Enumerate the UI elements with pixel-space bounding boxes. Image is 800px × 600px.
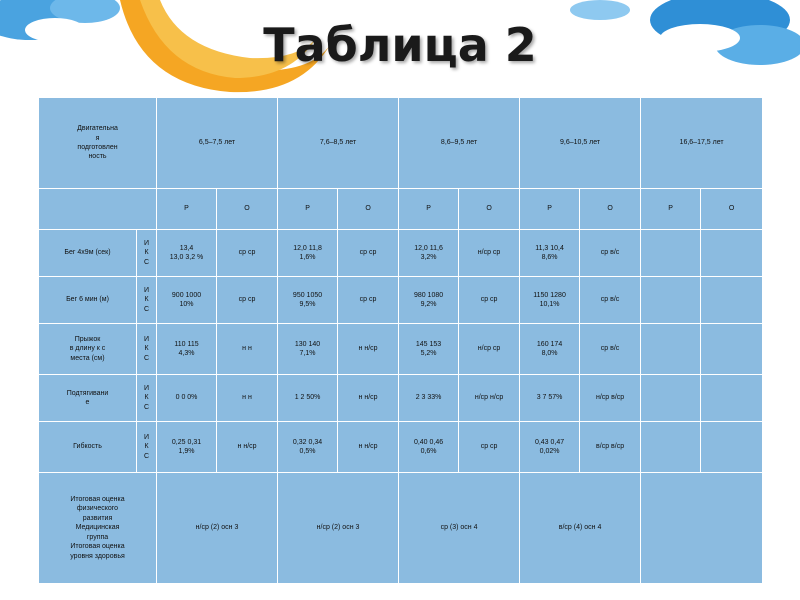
table-cell <box>641 277 701 324</box>
table-cell: ср ср <box>338 230 399 277</box>
table-cell <box>641 422 701 473</box>
table-cell: 980 1080 9,2% <box>399 277 459 324</box>
iks-label: И К С <box>137 422 157 473</box>
table-cell <box>701 277 763 324</box>
header-label-cell: Двигательна я подготовлен ность <box>39 98 157 189</box>
table-cell <box>701 324 763 375</box>
table-cell: н н/ср <box>338 324 399 375</box>
table-cell: 0,40 0,46 0,6% <box>399 422 459 473</box>
final-value: н/ср (2) осн 3 <box>278 473 399 584</box>
table-cell: 0,32 0,34 0,5% <box>278 422 338 473</box>
iks-label: И К С <box>137 277 157 324</box>
table-cell: н/ср в/ср <box>580 375 641 422</box>
subheader-cell: Р <box>278 189 338 230</box>
table-cell: н н/ср <box>338 375 399 422</box>
table-cell: 110 115 4,3% <box>157 324 217 375</box>
table-cell: н н/ср <box>217 422 278 473</box>
subheader-cell: Р <box>520 189 580 230</box>
table-cell <box>701 230 763 277</box>
final-value: в/ср (4) осн 4 <box>520 473 641 584</box>
table-cell: н н/ср <box>338 422 399 473</box>
subheader-cell: О <box>217 189 278 230</box>
subheader-cell: О <box>701 189 763 230</box>
subheader-cell: О <box>338 189 399 230</box>
table-cell: ср ср <box>217 230 278 277</box>
subheader-cell: Р <box>157 189 217 230</box>
table-cell: 1150 1280 10,1% <box>520 277 580 324</box>
table-cell: 11,3 10,4 8,6% <box>520 230 580 277</box>
table-cell: в/ср в/ср <box>580 422 641 473</box>
row-name: Бег 6 мин (м) <box>39 277 137 324</box>
header-age-group: 9,6–10,5 лет <box>520 98 641 189</box>
table-cell: н н <box>217 375 278 422</box>
table-row <box>39 324 763 375</box>
iks-label: И К С <box>137 230 157 277</box>
header-age-group: 6,5–7,5 лет <box>157 98 278 189</box>
table-cell: 0,43 0,47 0,02% <box>520 422 580 473</box>
table-cell: ср в/с <box>580 277 641 324</box>
row-name: Подтягивани е <box>39 375 137 422</box>
page-title: Таблица 2 <box>263 18 537 72</box>
table-cell: ср ср <box>338 277 399 324</box>
table-row <box>39 375 763 422</box>
data-table <box>38 97 763 584</box>
header-age-group: 8,6–9,5 лет <box>399 98 520 189</box>
final-value: ср (3) осн 4 <box>399 473 520 584</box>
table-cell: ср ср <box>217 277 278 324</box>
final-value <box>641 473 763 584</box>
subheader-cell: Р <box>399 189 459 230</box>
final-label: Итоговая оценка физического развития Медицинская группа Итоговая оценка уровня здоровья <box>39 473 157 584</box>
table-cell: ср ср <box>459 422 520 473</box>
subheader-cell: Р <box>641 189 701 230</box>
table-cell: 130 140 7,1% <box>278 324 338 375</box>
table-row <box>39 277 763 324</box>
table-cell: 2 3 33% <box>399 375 459 422</box>
iks-label: И К С <box>137 375 157 422</box>
table-cell <box>701 422 763 473</box>
table-cell: 3 7 57% <box>520 375 580 422</box>
table-row-final <box>39 473 763 584</box>
row-name: Бег 4х9м (сек) <box>39 230 137 277</box>
header-empty-cell <box>39 189 157 230</box>
row-name: Гибкость <box>39 422 137 473</box>
table-cell <box>641 324 701 375</box>
table-cell: 900 1000 10% <box>157 277 217 324</box>
table-cell <box>641 230 701 277</box>
table-cell: 145 153 5,2% <box>399 324 459 375</box>
table-cell: н н <box>217 324 278 375</box>
table-cell: 0,25 0,31 1,9% <box>157 422 217 473</box>
subheader-cell: О <box>580 189 641 230</box>
table-cell: н/ср н/ср <box>459 375 520 422</box>
table-row <box>39 230 763 277</box>
table-cell <box>641 375 701 422</box>
table-cell: 12,0 11,6 3,2% <box>399 230 459 277</box>
table-cell: 950 1050 9,5% <box>278 277 338 324</box>
table-cell: 160 174 8,0% <box>520 324 580 375</box>
header-age-group: 7,6–8,5 лет <box>278 98 399 189</box>
table-cell: н/ср ср <box>459 324 520 375</box>
table-cell: ср в/с <box>580 230 641 277</box>
table-cell: 0 0 0% <box>157 375 217 422</box>
row-name: Прыжок в длину к с места (см) <box>39 324 137 375</box>
table-cell: н/ср ср <box>459 230 520 277</box>
table-cell <box>701 375 763 422</box>
table-cell: 1 2 50% <box>278 375 338 422</box>
header-age-group: 16,6–17,5 лет <box>641 98 763 189</box>
iks-label: И К С <box>137 324 157 375</box>
table-cell: ср в/с <box>580 324 641 375</box>
table-cell: ср ср <box>459 277 520 324</box>
table-row <box>39 422 763 473</box>
subheader-cell: О <box>459 189 520 230</box>
table-cell: 12,0 11,8 1,6% <box>278 230 338 277</box>
table-cell: 13,4 13,0 3,2 % <box>157 230 217 277</box>
final-value: н/ср (2) осн 3 <box>157 473 278 584</box>
